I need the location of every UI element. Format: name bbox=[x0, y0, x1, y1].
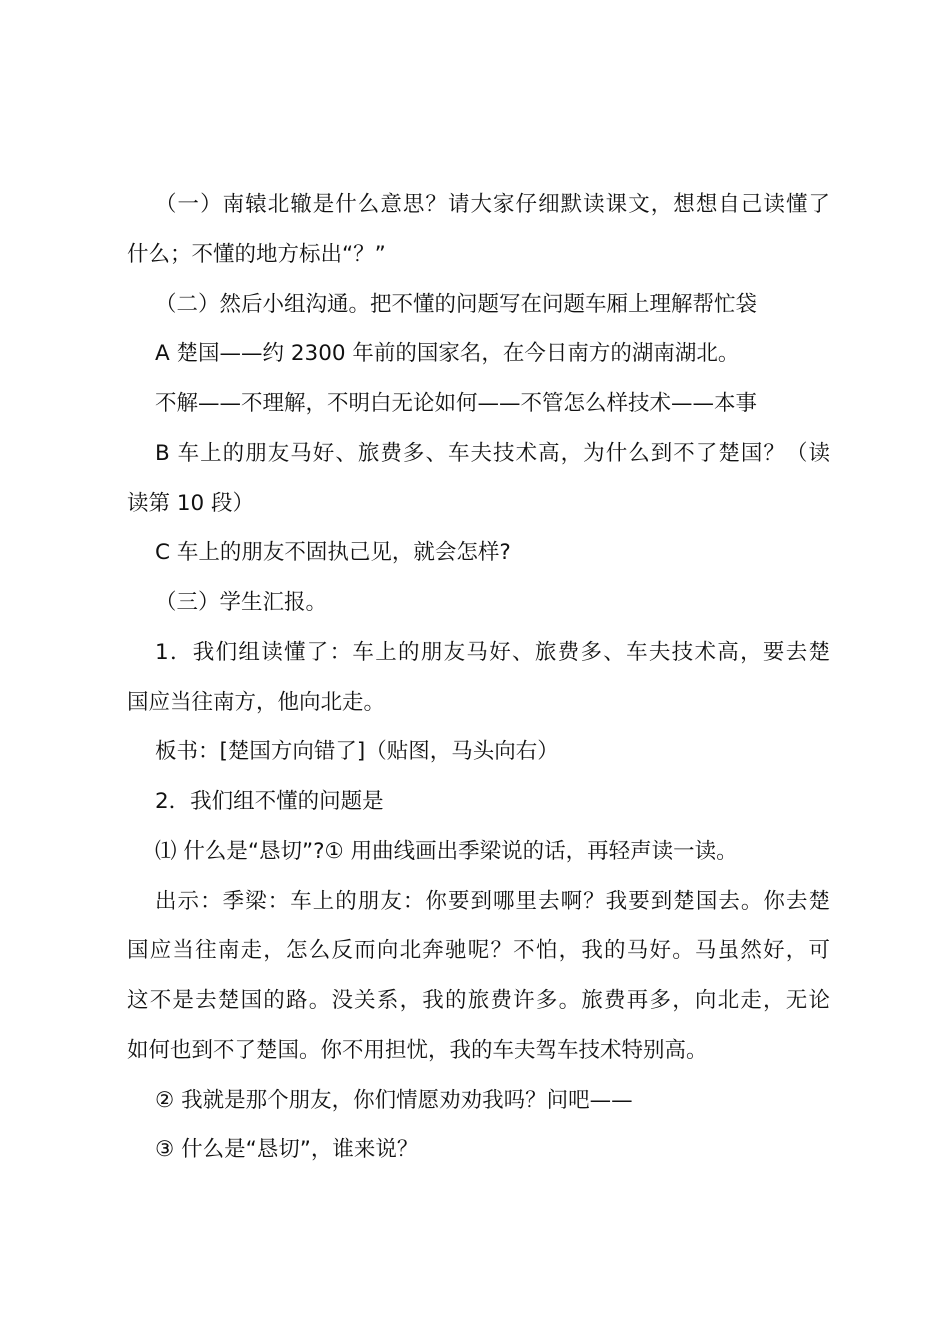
text-line: 什么；不懂的地方标出“？” bbox=[127, 241, 386, 267]
text-line: 如何也到不了楚国。你不用担忧，我的车夫驾车技术特别高。 bbox=[127, 1037, 708, 1063]
paragraph-item-c bbox=[127, 528, 830, 578]
text-line: ③ 什么是“恳切”，谁来说？ bbox=[155, 1137, 419, 1163]
text-line: 这不是去楚国的路。没关系，我的旅费许多。旅费再多，向北走，无论 bbox=[127, 988, 830, 1013]
text-line: （二）然后小组沟通。把不懂的问题写在问题车厢上理解帮忙袋 bbox=[155, 291, 758, 317]
paragraph-vocabulary bbox=[127, 379, 830, 429]
paragraph-dialogue bbox=[127, 877, 830, 1076]
paragraph-blackboard bbox=[127, 727, 830, 777]
text-line: 读第 10 段） bbox=[127, 490, 255, 516]
text-line: 2．我们组不懂的问题是 bbox=[155, 789, 384, 814]
paragraph-report-one bbox=[127, 628, 830, 728]
text-line: 出示：季梁：车上的朋友：你要到哪里去啊？我要到楚国去。你去楚 bbox=[155, 888, 830, 914]
text-line: B 车上的朋友马好、旅费多、车夫技术高，为什么到不了楚国？（读 bbox=[155, 440, 830, 466]
paragraph-section-three bbox=[127, 578, 830, 628]
text-line: ⑴ 什么是“恳切”?① 用曲线画出季梁说的话，再轻声读一读。 bbox=[155, 838, 738, 864]
paragraph-step-two bbox=[127, 1076, 830, 1126]
text-line: （三）学生汇报。 bbox=[155, 590, 328, 615]
paragraph-item-a bbox=[127, 329, 830, 379]
text-line: 不解——不理解，不明白无论如何——不管怎么样技术——本事 bbox=[155, 391, 758, 416]
paragraph-question-one bbox=[127, 180, 830, 280]
document-page bbox=[127, 180, 830, 1175]
paragraph-step-three bbox=[127, 1125, 830, 1175]
text-line: C 车上的朋友不固执己见，就会怎样? bbox=[155, 540, 511, 566]
text-line: ② 我就是那个朋友，你们情愿劝劝我吗？问吧—— bbox=[155, 1087, 633, 1113]
text-line: 国应当往南走，怎么反而向北奔驰呢？不怕，我的马好。马虽然好，可 bbox=[127, 938, 830, 964]
paragraph-question-two bbox=[127, 280, 830, 330]
text-line: 板书：[楚国方向错了]（贴图，马头向右） bbox=[155, 739, 559, 765]
text-line: A 楚国——约 2300 年前的国家名，在今日南方的湖南湖北。 bbox=[155, 341, 740, 367]
text-line: （一）南辕北辙是什么意思？请大家仔细默读课文，想想自己读懂了 bbox=[155, 192, 830, 217]
text-line: 国应当往南方，他向北走。 bbox=[127, 689, 386, 715]
paragraph-sub-question-one bbox=[127, 827, 830, 877]
paragraph-item-b bbox=[127, 429, 830, 529]
paragraph-report-two bbox=[127, 777, 830, 827]
text-line: 1．我们组读懂了：车上的朋友马好、旅费多、车夫技术高，要去楚 bbox=[155, 639, 830, 665]
